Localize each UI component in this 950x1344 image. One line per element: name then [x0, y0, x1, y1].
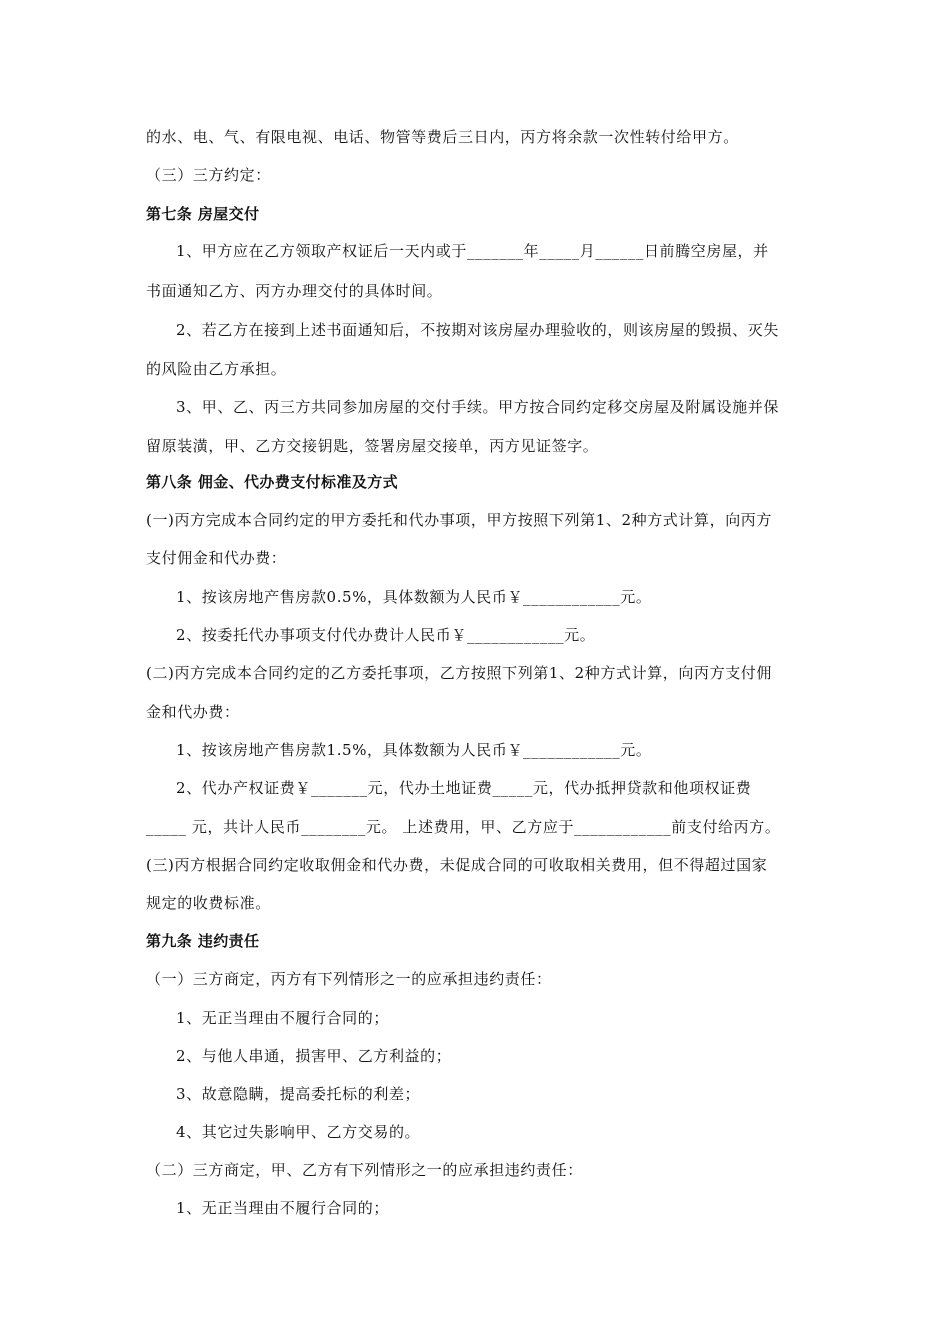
paragraph-line: 1、按该房地产售房款0.5%，具体数额为人民币￥____________元。	[176, 588, 652, 606]
paragraph-line: 支付佣金和代办费：	[146, 549, 287, 567]
paragraph-line: 的风险由乙方承担。	[146, 360, 287, 378]
paragraph-line: 规定的收费标准。	[146, 894, 271, 912]
paragraph-line: 金和代办费：	[146, 703, 240, 721]
article-9-heading: 第九条 违约责任	[146, 932, 260, 950]
paragraph-line: 1、按该房地产售房款1.5%，具体数额为人民币￥____________元。	[176, 741, 652, 759]
paragraph-line: 书面通知乙方、丙方办理交付的具体时间。	[146, 282, 443, 300]
section-label: （一）三方商定，丙方有下列情形之一的应承担违约责任：	[146, 970, 552, 988]
paragraph-line: 2、若乙方在接到上述书面通知后，不按期对该房屋办理验收的，则该房屋的毁损、灭失	[176, 321, 779, 339]
list-item: 1、无正当理由不履行合同的；	[176, 1199, 389, 1217]
article-7-heading: 第七条 房屋交付	[146, 205, 260, 223]
paragraph-line: (二)丙方完成本合同约定的乙方委托事项，乙方按照下列第1、2种方式计算，向丙方支付佣	[146, 664, 772, 682]
paragraph-line: (三)丙方根据合同约定收取佣金和代办费，未促成合同的可收取相关费用，但不得超过国家	[146, 856, 768, 874]
paragraph-line: 1、甲方应在乙方领取产权证后一天内或于_______年_____月______日前腾空房屋，并	[176, 242, 769, 260]
paragraph-line: 的水、电、气、有限电视、电话、物管等费后三日内，丙方将余款一次性转付给甲方。	[146, 128, 739, 146]
paragraph-line: 2、代办产权证费￥_______元，代办土地证费_____元，代办抵押贷款和他项权证费	[176, 779, 752, 797]
paragraph-line: (一)丙方完成本合同约定的甲方委托和代办事项，甲方按照下列第1、2种方式计算，向丙方	[146, 511, 772, 529]
paragraph-line: 留原装潢，甲、乙方交接钥匙，签署房屋交接单，丙方见证签字。	[146, 437, 599, 455]
list-item: 1、无正当理由不履行合同的；	[176, 1009, 389, 1027]
list-item: 4、其它过失影响甲、乙方交易的。	[176, 1123, 421, 1141]
list-item: 2、与他人串通，损害甲、乙方利益的；	[176, 1047, 452, 1065]
article-8-heading: 第八条 佣金、代办费支付标准及方式	[146, 473, 399, 491]
section-label: （三）三方约定：	[146, 166, 271, 184]
paragraph-line: 2、按委托代办事项支付代办费计人民币￥____________元。	[176, 626, 596, 644]
paragraph-line: 3、甲、乙、丙三方共同参加房屋的交付手续。甲方按合同约定移交房屋及附属设施并保	[176, 398, 779, 416]
list-item: 3、故意隐瞒，提高委托标的利差；	[176, 1085, 421, 1103]
paragraph-line: _____ 元，共计人民币________元。 上述费用，甲、乙方应于____________前支付给丙方。	[146, 818, 781, 836]
section-label: （二）三方商定，甲、乙方有下列情形之一的应承担违约责任：	[146, 1161, 583, 1179]
